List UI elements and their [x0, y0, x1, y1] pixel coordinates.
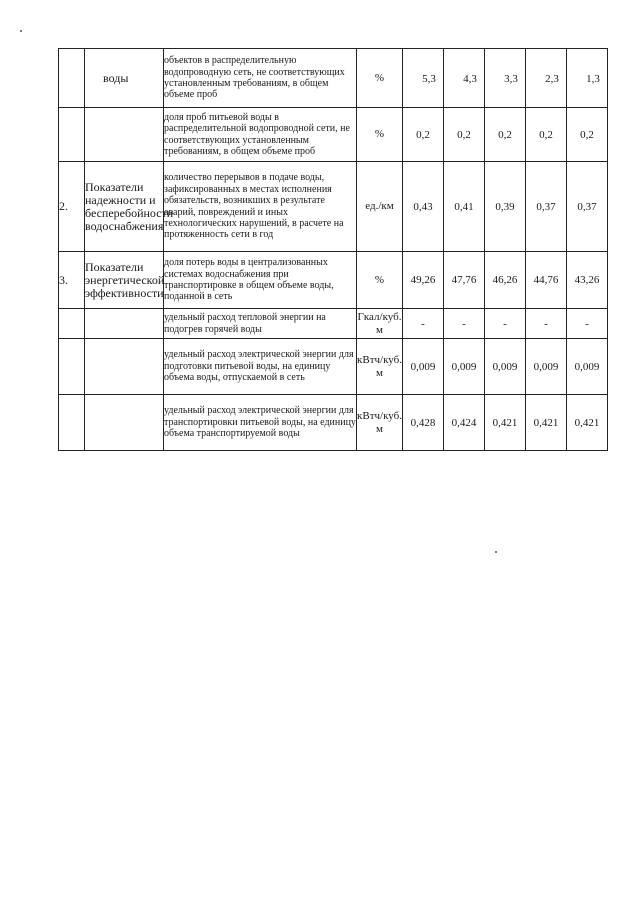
- value-cell: -: [444, 309, 485, 339]
- value-cell: 2,3: [526, 49, 567, 108]
- value-cell: 0,43: [403, 162, 444, 252]
- table-row: [59, 339, 608, 395]
- value-cell: 0,2: [444, 108, 485, 162]
- value-cell: -: [485, 309, 526, 339]
- category-label: [85, 108, 164, 162]
- value-cell: 0,009: [567, 339, 608, 395]
- indicator-description: удельный расход электрической энергии для подготовки питьевой воды, на единицу объема воды, отпускаемой в сеть: [164, 339, 357, 395]
- value-cell: 46,26: [485, 252, 526, 309]
- value-cell: 3,3: [485, 49, 526, 108]
- indicator-description: количество перерывов в подаче воды, зафиксированных в местах исполнения обязательств, возникших в результате аварий, повреждений и иных технологических нарушений, в расчете на протяженность сети в год: [164, 162, 357, 252]
- indicator-description: доля потерь воды в централизованных системах водоснабжения при транспортировке в общем объеме воды, поданной в сеть: [164, 252, 357, 309]
- scan-speck-top: [20, 30, 22, 32]
- value-cell: -: [567, 309, 608, 339]
- row-number: 2.: [59, 162, 85, 252]
- category-label: [85, 309, 164, 339]
- table-row: [59, 162, 608, 252]
- value-cell: -: [526, 309, 567, 339]
- unit-cell: кВтч/куб. м: [357, 395, 403, 451]
- row-number: [59, 108, 85, 162]
- category-label: воды: [85, 49, 164, 108]
- value-cell: 0,009: [403, 339, 444, 395]
- indicator-description: объектов в распределительную водопроводную сеть, не соответствующих установленным требованиям, в общем объеме проб: [164, 49, 357, 108]
- value-cell: 0,009: [485, 339, 526, 395]
- indicator-description: доля проб питьевой воды в распределительной водопроводной сети, не соответствующих установленным требованиям, в общем объеме проб: [164, 108, 357, 162]
- value-cell: 0,424: [444, 395, 485, 451]
- value-cell: 0,2: [485, 108, 526, 162]
- value-cell: 0,2: [403, 108, 444, 162]
- scan-speck-right: [495, 551, 497, 553]
- value-cell: 1,3: [567, 49, 608, 108]
- value-cell: 0,37: [526, 162, 567, 252]
- category-label: Показатели надежности и бесперебойности водоснабжения: [85, 162, 164, 252]
- row-number: [59, 339, 85, 395]
- value-cell: 47,76: [444, 252, 485, 309]
- unit-cell: кВтч/куб. м: [357, 339, 403, 395]
- table-row: [59, 252, 608, 309]
- value-cell: 5,3: [403, 49, 444, 108]
- value-cell: 0,2: [526, 108, 567, 162]
- category-label: Показатели энергетической эффективности: [85, 252, 164, 309]
- indicators-table: [58, 48, 608, 451]
- value-cell: 0,2: [567, 108, 608, 162]
- indicator-description: удельный расход электрической энергии для транспортировки питьевой воды, на единицу объема транспортируемой воды: [164, 395, 357, 451]
- unit-cell: ед./км: [357, 162, 403, 252]
- value-cell: 0,41: [444, 162, 485, 252]
- category-label: [85, 339, 164, 395]
- value-cell: 4,3: [444, 49, 485, 108]
- value-cell: 0,421: [485, 395, 526, 451]
- row-number: [59, 49, 85, 108]
- value-cell: 0,37: [567, 162, 608, 252]
- unit-cell: Гкал/куб. м: [357, 309, 403, 339]
- value-cell: 44,76: [526, 252, 567, 309]
- category-label: [85, 395, 164, 451]
- value-cell: 0,39: [485, 162, 526, 252]
- value-cell: 0,009: [526, 339, 567, 395]
- unit-cell: %: [357, 49, 403, 108]
- unit-cell: %: [357, 108, 403, 162]
- indicator-description: удельный расход тепловой энергии на подогрев горячей воды: [164, 309, 357, 339]
- row-number: [59, 395, 85, 451]
- table-row: [59, 49, 608, 108]
- value-cell: -: [403, 309, 444, 339]
- row-number: [59, 309, 85, 339]
- value-cell: 0,009: [444, 339, 485, 395]
- row-number: 3.: [59, 252, 85, 309]
- table-row: [59, 395, 608, 451]
- value-cell: 0,421: [526, 395, 567, 451]
- value-cell: 43,26: [567, 252, 608, 309]
- value-cell: 0,421: [567, 395, 608, 451]
- value-cell: 0,428: [403, 395, 444, 451]
- table-row: [59, 309, 608, 339]
- table-row: [59, 108, 608, 162]
- value-cell: 49,26: [403, 252, 444, 309]
- unit-cell: %: [357, 252, 403, 309]
